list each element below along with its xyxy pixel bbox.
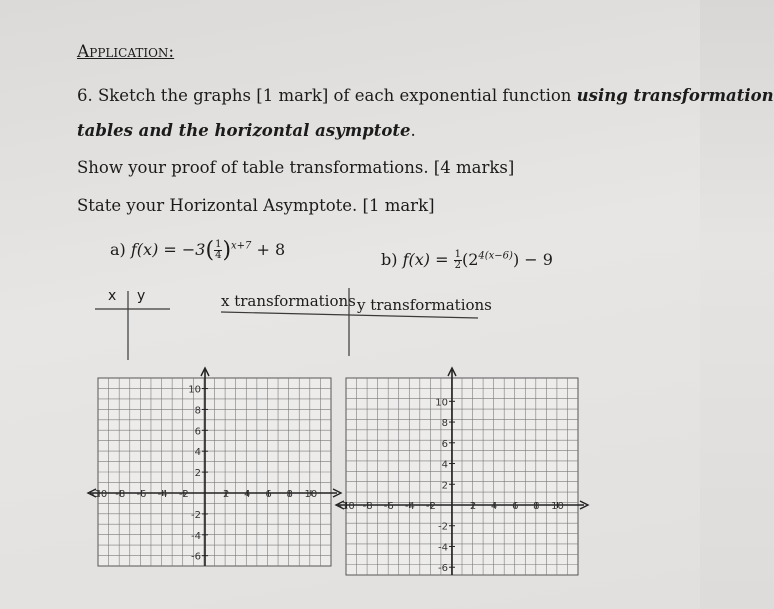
graph-b-y-tick-label: 2: [441, 480, 448, 492]
equation-a-exponent: x+7: [231, 240, 252, 252]
equation-a-lhs: f(x) = −3: [130, 240, 206, 259]
graph-a-y-tick-label: -6: [191, 551, 201, 563]
question-emphasis-1: using transformation: [576, 86, 774, 105]
graph-a-x-tick-label: -8: [115, 489, 126, 500]
graph-b-x-tick-label: -6: [383, 501, 394, 512]
equation-a: a) f(x) = −3( $\frac{1}{4}$ )$^{x+7}$ + 8: [110, 238, 286, 263]
graph-a-x-tick-label: 10: [304, 489, 318, 500]
graph-a-y-tick-label: 8: [194, 405, 201, 417]
graph-a-x-tick-label: -2: [178, 489, 189, 500]
question-emphasis-2: tables and the horizontal asymptote: [77, 121, 411, 140]
x-transformations-header: x transformations: [221, 292, 356, 310]
graph-b-y-tick-label: -4: [438, 542, 448, 554]
graph-b-y-tick-label: -2: [438, 521, 448, 533]
equation-a-fraction: $\frac{1}{4}$: [215, 239, 222, 261]
question-number: 6.: [77, 86, 93, 105]
graph-b-x-tick-label: -2: [425, 501, 436, 512]
y-transformations-header: y transformations: [357, 296, 492, 314]
graph-b-x-tick-label: 4: [490, 501, 498, 512]
graph-a-x-tick-label: 4: [244, 489, 251, 500]
graph-b-y-tick-label: -6: [438, 563, 448, 575]
graph-a-x-tick-label: 8: [286, 489, 293, 500]
graph-b-x-tick-label: 2: [469, 501, 477, 512]
equation-a-tail: + 8: [256, 240, 286, 259]
graph-a-x-tick-label: -6: [136, 489, 147, 500]
equation-a-label: a): [110, 240, 126, 259]
graph-b-y-tick-label: 4: [441, 459, 448, 471]
equation-b-inner: (2: [461, 250, 479, 269]
section-heading: Application:: [77, 42, 175, 62]
proof-instruction: Show your proof of table transformations. [4 marks]: [77, 158, 515, 177]
equation-b-fraction: $\frac{1}{2}$: [454, 249, 461, 271]
graph-b-x-tick-label: -8: [362, 501, 373, 512]
graph-a-y-tick-label: 2: [194, 468, 201, 480]
graph-b-y-tick-label: 8: [441, 418, 448, 430]
graph-b-x-tick-label: -10: [338, 501, 355, 512]
equation-b-tail: ) − 9: [512, 250, 553, 269]
graph-a-x-tick-label: 6: [265, 489, 272, 500]
graph-b-x-tick-label: 6: [512, 501, 519, 512]
graph-b-x-tick-label: -4: [404, 501, 415, 512]
graph-a-x-tick-label: -10: [90, 489, 108, 500]
graph-a-y-tick-label: -4: [191, 530, 201, 542]
graph-b: [336, 368, 588, 575]
equation-b-lhs: f(x) =: [402, 250, 449, 269]
equation-b-exponent: 4(x−6): [478, 250, 513, 262]
graph-b-y-tick-label: 10: [435, 397, 448, 409]
equation-b-label: b): [381, 250, 398, 269]
graph-a-y-tick-label: -2: [191, 509, 201, 521]
graph-b-x-tick-label: 10: [551, 501, 564, 512]
graph-b-y-tick-label: 6: [441, 438, 448, 450]
asymptote-instruction: State your Horizontal Asymptote. [1 mark]: [77, 196, 435, 215]
question-end: .: [410, 121, 416, 140]
graph-a-x-tick-label: -4: [157, 489, 168, 500]
graph-a: [88, 368, 341, 566]
table-y-header: y: [137, 288, 146, 304]
graph-b-x-tick-label: 8: [533, 501, 540, 512]
question-text: Sketch the graphs [1 mark] of each exponential function: [98, 86, 577, 105]
table-x-header: x: [108, 288, 117, 304]
graph-a-y-tick-label: 6: [194, 426, 201, 438]
graph-a-y-tick-label: 4: [194, 447, 201, 459]
graph-a-y-tick-label: 10: [188, 384, 201, 396]
graph-a-x-tick-label: 2: [222, 489, 230, 500]
